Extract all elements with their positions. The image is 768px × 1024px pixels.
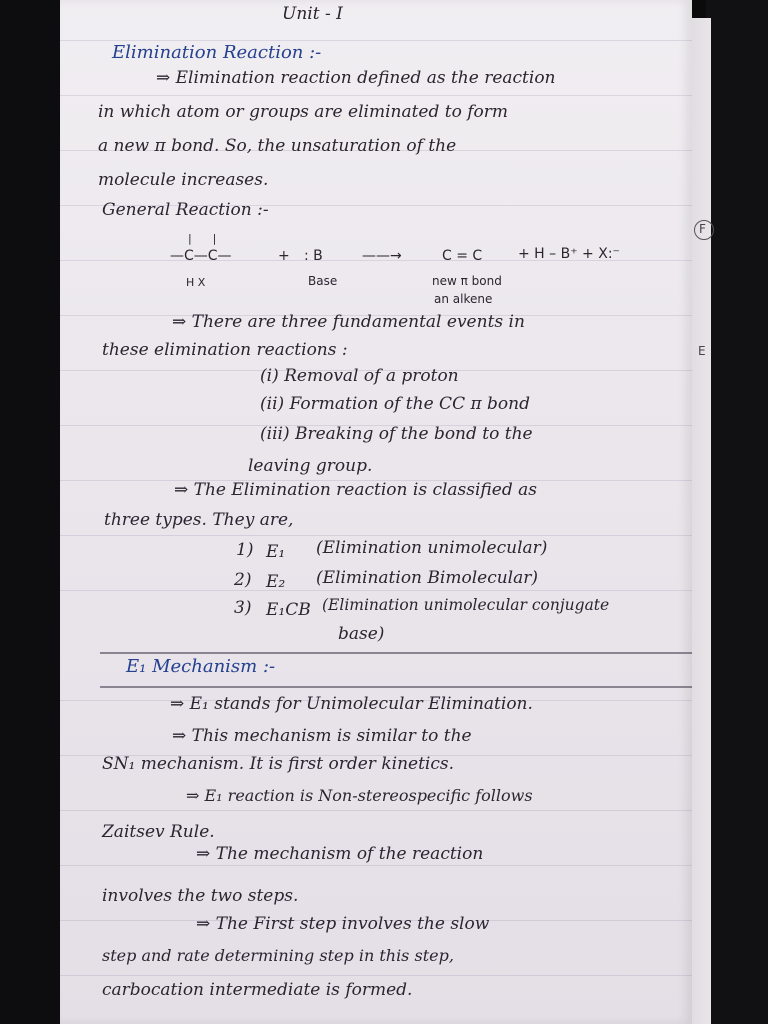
type-1-code: E₁	[266, 542, 286, 562]
mechanism-line-10: carbocation intermediate is formed.	[102, 980, 413, 1000]
mechanism-line-6: ⇒ The mechanism of the reaction	[196, 844, 484, 864]
dark-background-right	[706, 0, 768, 1024]
section-divider-bottom	[100, 686, 692, 688]
type-3-number: 3)	[234, 598, 252, 618]
mechanism-line-2: ⇒ This mechanism is similar to the	[172, 726, 472, 746]
type-3-code: E₁CB	[266, 600, 311, 620]
new-pi-bond-label: new π bond	[432, 274, 502, 288]
base-formula: : B	[304, 248, 323, 264]
reaction-arrow: ——→	[362, 248, 402, 264]
alkene-label: an alkene	[434, 292, 493, 306]
definition-line-3: a new π bond. So, the unsaturation of the	[98, 136, 457, 156]
general-reaction-label: General Reaction :-	[102, 200, 269, 220]
reactant-substituents: H X	[186, 276, 206, 289]
type-2-code: E₂	[266, 572, 286, 592]
plus-sign-1: +	[278, 248, 290, 264]
mechanism-line-9: step and rate determining step in this step,	[102, 946, 454, 965]
section-divider-top	[100, 652, 692, 654]
definition-line-1: ⇒ Elimination reaction defined as the reaction	[156, 68, 556, 88]
mechanism-line-3: SN₁ mechanism. It is first order kinetics.	[102, 754, 455, 774]
byproducts: + H – B⁺ + X:⁻	[518, 246, 620, 262]
events-intro-line-1: ⇒ There are three fundamental events in	[172, 312, 525, 332]
type-2-description: (Elimination Bimolecular)	[316, 568, 538, 588]
mechanism-line-1: ⇒ E₁ stands for Unimolecular Elimination.	[170, 694, 533, 714]
mechanism-line-7: involves the two steps.	[102, 886, 299, 906]
definition-line-4: molecule increases.	[98, 170, 269, 190]
type-2-number: 2)	[234, 570, 252, 590]
mechanism-line-4: ⇒ E₁ reaction is Non-stereospecific follows	[186, 786, 533, 805]
type-3-description: (Elimination unimolecular conjugate	[322, 596, 610, 614]
definition-line-2: in which atom or groups are eliminated to form	[98, 102, 509, 122]
event-1: (i) Removal of a proton	[260, 366, 459, 386]
notebook-page	[60, 0, 692, 1024]
mechanism-line-5: Zaitsev Rule.	[102, 822, 215, 842]
alkene-product: C = C	[442, 248, 483, 264]
section-title-elimination: Elimination Reaction :-	[112, 42, 322, 63]
types-intro-line-2: three types. They are,	[104, 510, 294, 530]
reactant-formula: —C—C—	[170, 248, 232, 264]
section-title-e1-mechanism: E₁ Mechanism :-	[126, 656, 276, 677]
page-heading: Unit - I	[282, 4, 343, 24]
event-3: (iii) Breaking of the bond to the	[260, 424, 533, 444]
events-intro-line-2: these elimination reactions :	[102, 340, 348, 360]
base-label: Base	[308, 274, 338, 288]
type-3-description-tail: base)	[338, 624, 385, 644]
reactant-bonds-top: | |	[188, 232, 217, 245]
types-intro-line-1: ⇒ The Elimination reaction is classified as	[174, 480, 537, 500]
mechanism-line-8: ⇒ The First step involves the slow	[196, 914, 490, 934]
type-1-number: 1)	[236, 540, 254, 560]
margin-mark-f: F	[699, 222, 706, 236]
type-1-description: (Elimination unimolecular)	[316, 538, 548, 558]
dark-background-left	[0, 0, 60, 1024]
margin-mark-e: E	[698, 344, 706, 358]
event-2: (ii) Formation of the CC π bond	[260, 394, 530, 414]
event-3-continued: leaving group.	[248, 456, 373, 476]
